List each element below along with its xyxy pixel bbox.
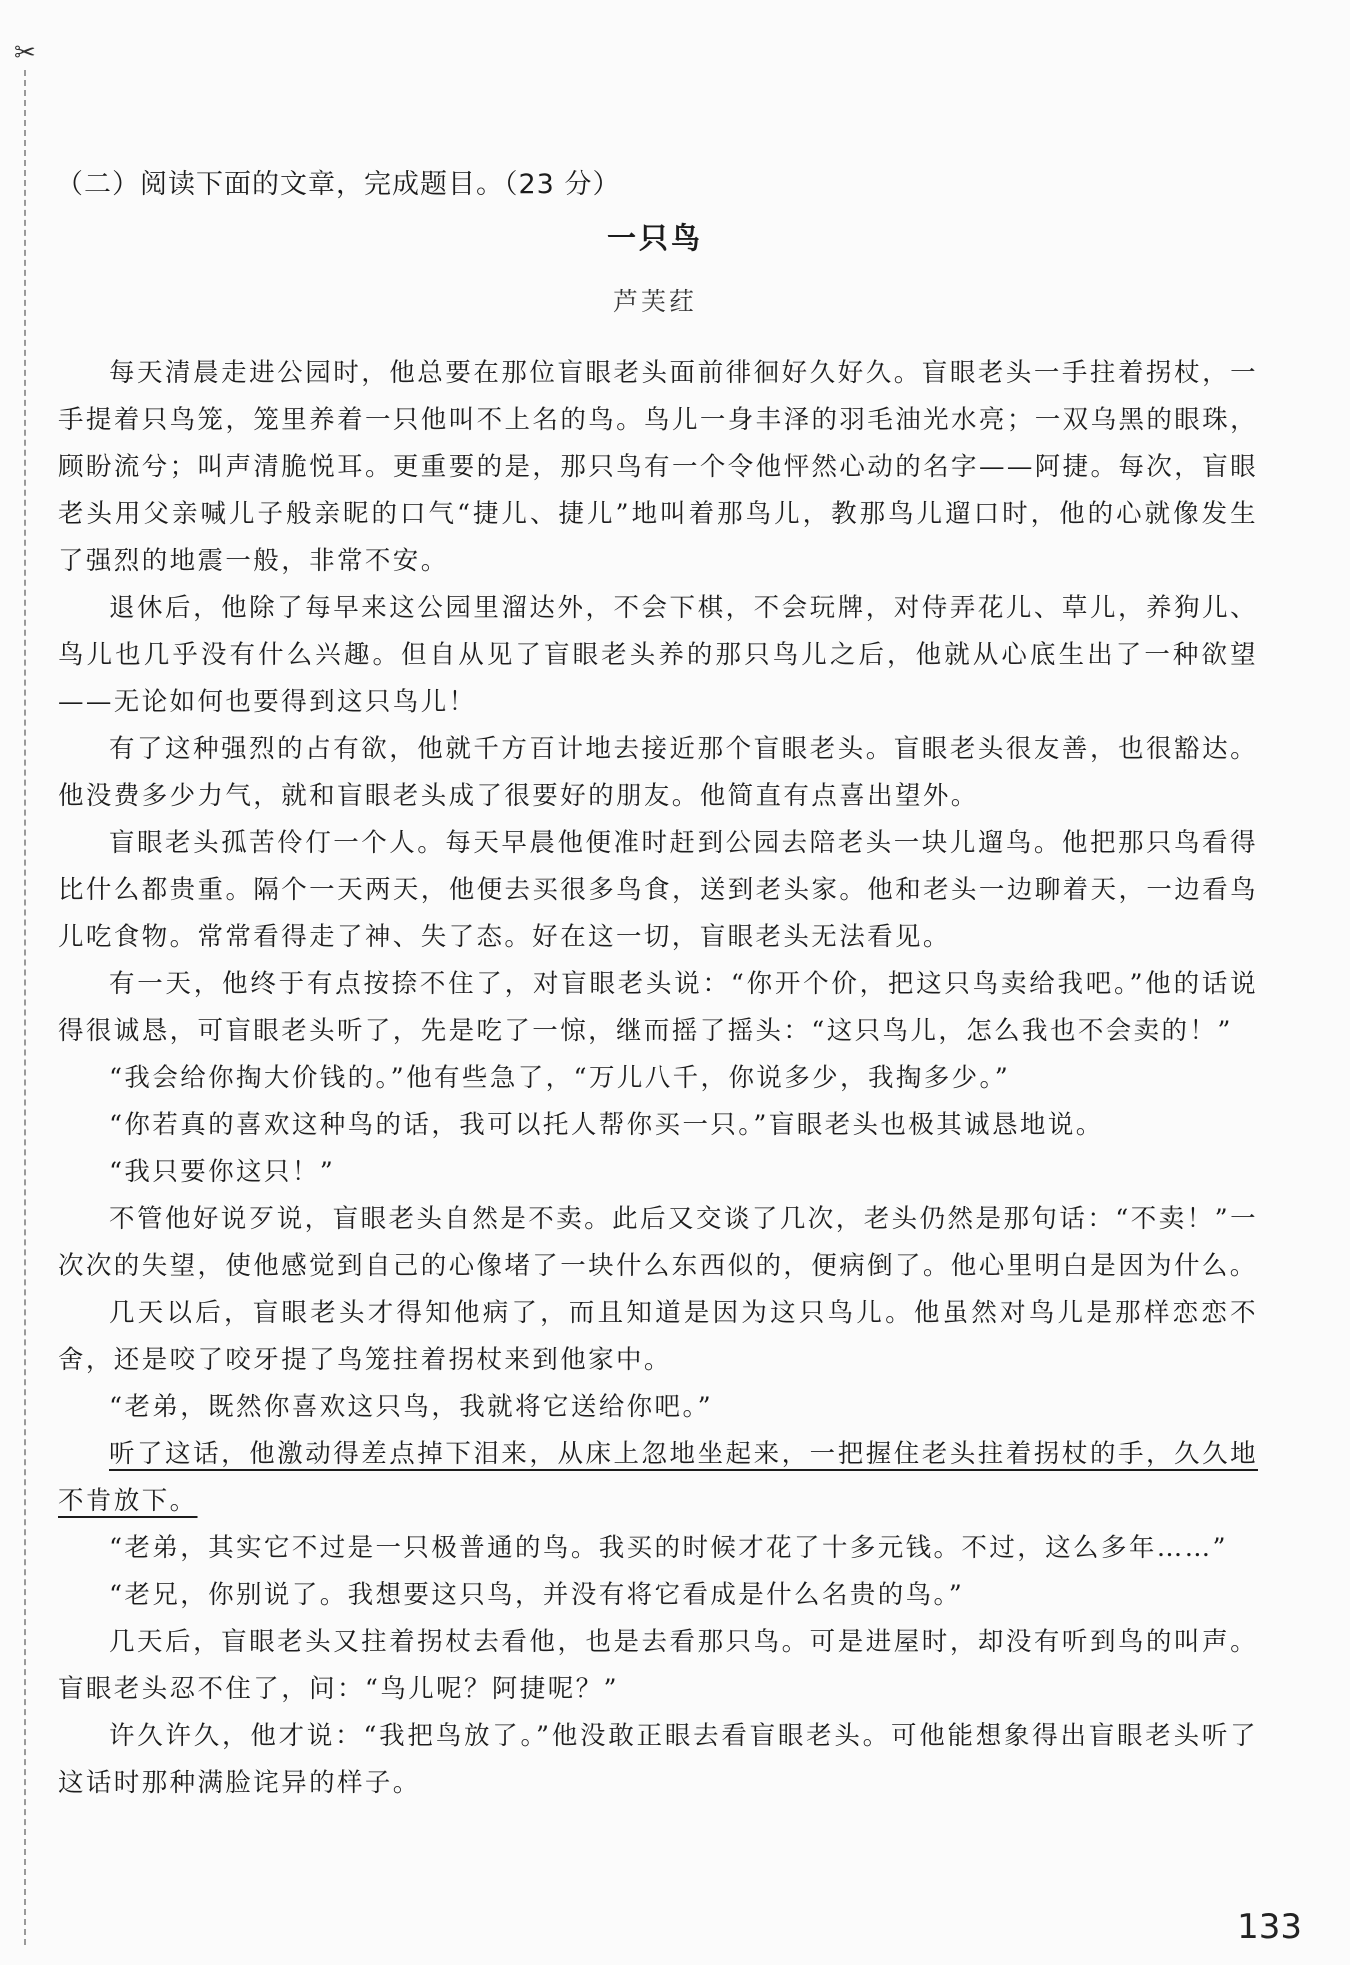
paragraph: 许久许久，他才说：“我把鸟放了。”他没敢正眼去看盲眼老头。可他能想象得出盲眼老头听了这话时那种满脸诧异的样子。 — [58, 1721, 1258, 1798]
paragraph: 几天后，盲眼老头又拄着拐杖去看他，也是去看那只鸟。可是进屋时，却没有听到鸟的叫声。盲眼老头忍不住了，问：“鸟儿呢？阿捷呢？” — [58, 1627, 1258, 1704]
article-title: 一只鸟 — [606, 221, 703, 255]
page-number: 133 — [1237, 1907, 1302, 1947]
question-header: （二）阅读下面的文章，完成题目。（23 分） — [56, 169, 621, 200]
paragraph: 盲眼老头孤苦伶仃一个人。每天早晨他便准时赶到公园去陪老头一块儿遛鸟。他把那只鸟看得比什么都贵重。隔个一天两天，他便去买很多鸟食，送到老头家。他和老头一边聊着天，一边看鸟儿吃食物。常常看得走了神、失了态。好在这一切，盲眼老头无法看见。 — [58, 828, 1258, 952]
paragraph: “我会给你掏大价钱的。”他有些急了，“万儿八千，你说多少，我掏多少。” — [109, 1063, 1011, 1093]
underlined-paragraph — [58, 1431, 1258, 1525]
article-body — [58, 350, 1258, 1807]
paragraph: 每天清晨走进公园时，他总要在那位盲眼老头面前徘徊好久好久。盲眼老头一手拄着拐杖，一手提着只鸟笼，笼里养着一只他叫不上名的鸟。鸟儿一身丰泽的羽毛油光水亮；一双乌黑的眼珠，顾盼流兮；叫声清脆悦耳。更重要的是，那只鸟有一个令他怦然心动的名字——阿捷。每次，盲眼老头用父亲喊儿子般亲昵的口气“捷儿、捷儿”地叫着那鸟儿，教那鸟儿遛口时，他的心就像发生了强烈的地震一般，非常不安。 — [58, 358, 1258, 576]
cut-line-divider — [24, 70, 26, 1945]
paragraph: “你若真的喜欢这种鸟的话，我可以托人帮你买一只。”盲眼老头也极其诚恳地说。 — [109, 1110, 1104, 1140]
paragraph: “老弟，其实它不过是一只极普通的鸟。我买的时候才花了十多元钱。不过，这么多年……” — [109, 1533, 1228, 1563]
paragraph: “我只要你这只！” — [109, 1157, 336, 1187]
paragraph: 退休后，他除了每早来这公园里溜达外，不会下棋，不会玩牌，对侍弄花儿、草儿，养狗儿、鸟儿也几乎没有什么兴趣。但自从见了盲眼老头养的那只鸟儿之后，他就从心底生出了一种欲望——无论如何也要得到这只鸟儿！ — [58, 593, 1258, 717]
paragraph: 有了这种强烈的占有欲，他就千方百计地去接近那个盲眼老头。盲眼老头很友善，也很豁达。他没费多少力气，就和盲眼老头成了很要好的朋友。他简直有点喜出望外。 — [58, 734, 1258, 811]
scissors-icon: ✂ — [14, 38, 36, 68]
underlined-sentence: 听了这话，他激动得差点掉下泪来，从床上忽地坐起来，一把握住老头拄着拐杖的手，久久地不肯放下。 — [58, 1439, 1258, 1516]
paragraph: “老兄，你别说了。我想要这只鸟，并没有将它看成是什么名贵的鸟。” — [109, 1580, 965, 1610]
paragraph: “老弟，既然你喜欢这只鸟，我就将它送给你吧。” — [109, 1392, 714, 1422]
article-author: 芦芙荭 — [612, 287, 697, 316]
paragraph: 有一天，他终于有点按捺不住了，对盲眼老头说：“你开个价，把这只鸟卖给我吧。”他的话说得很诚恳，可盲眼老头听了，先是吃了一惊，继而摇了摇头：“这只鸟儿，怎么我也不会卖的！” — [58, 969, 1258, 1046]
paragraph: 几天以后，盲眼老头才得知他病了，而且知道是因为这只鸟儿。他虽然对鸟儿是那样恋恋不舍，还是咬了咬牙提了鸟笼拄着拐杖来到他家中。 — [58, 1298, 1258, 1375]
paragraph: 不管他好说歹说，盲眼老头自然是不卖。此后又交谈了几次，老头仍然是那句话：“不卖！”一次次的失望，使他感觉到自己的心像堵了一块什么东西似的，便病倒了。他心里明白是因为什么。 — [58, 1204, 1258, 1281]
